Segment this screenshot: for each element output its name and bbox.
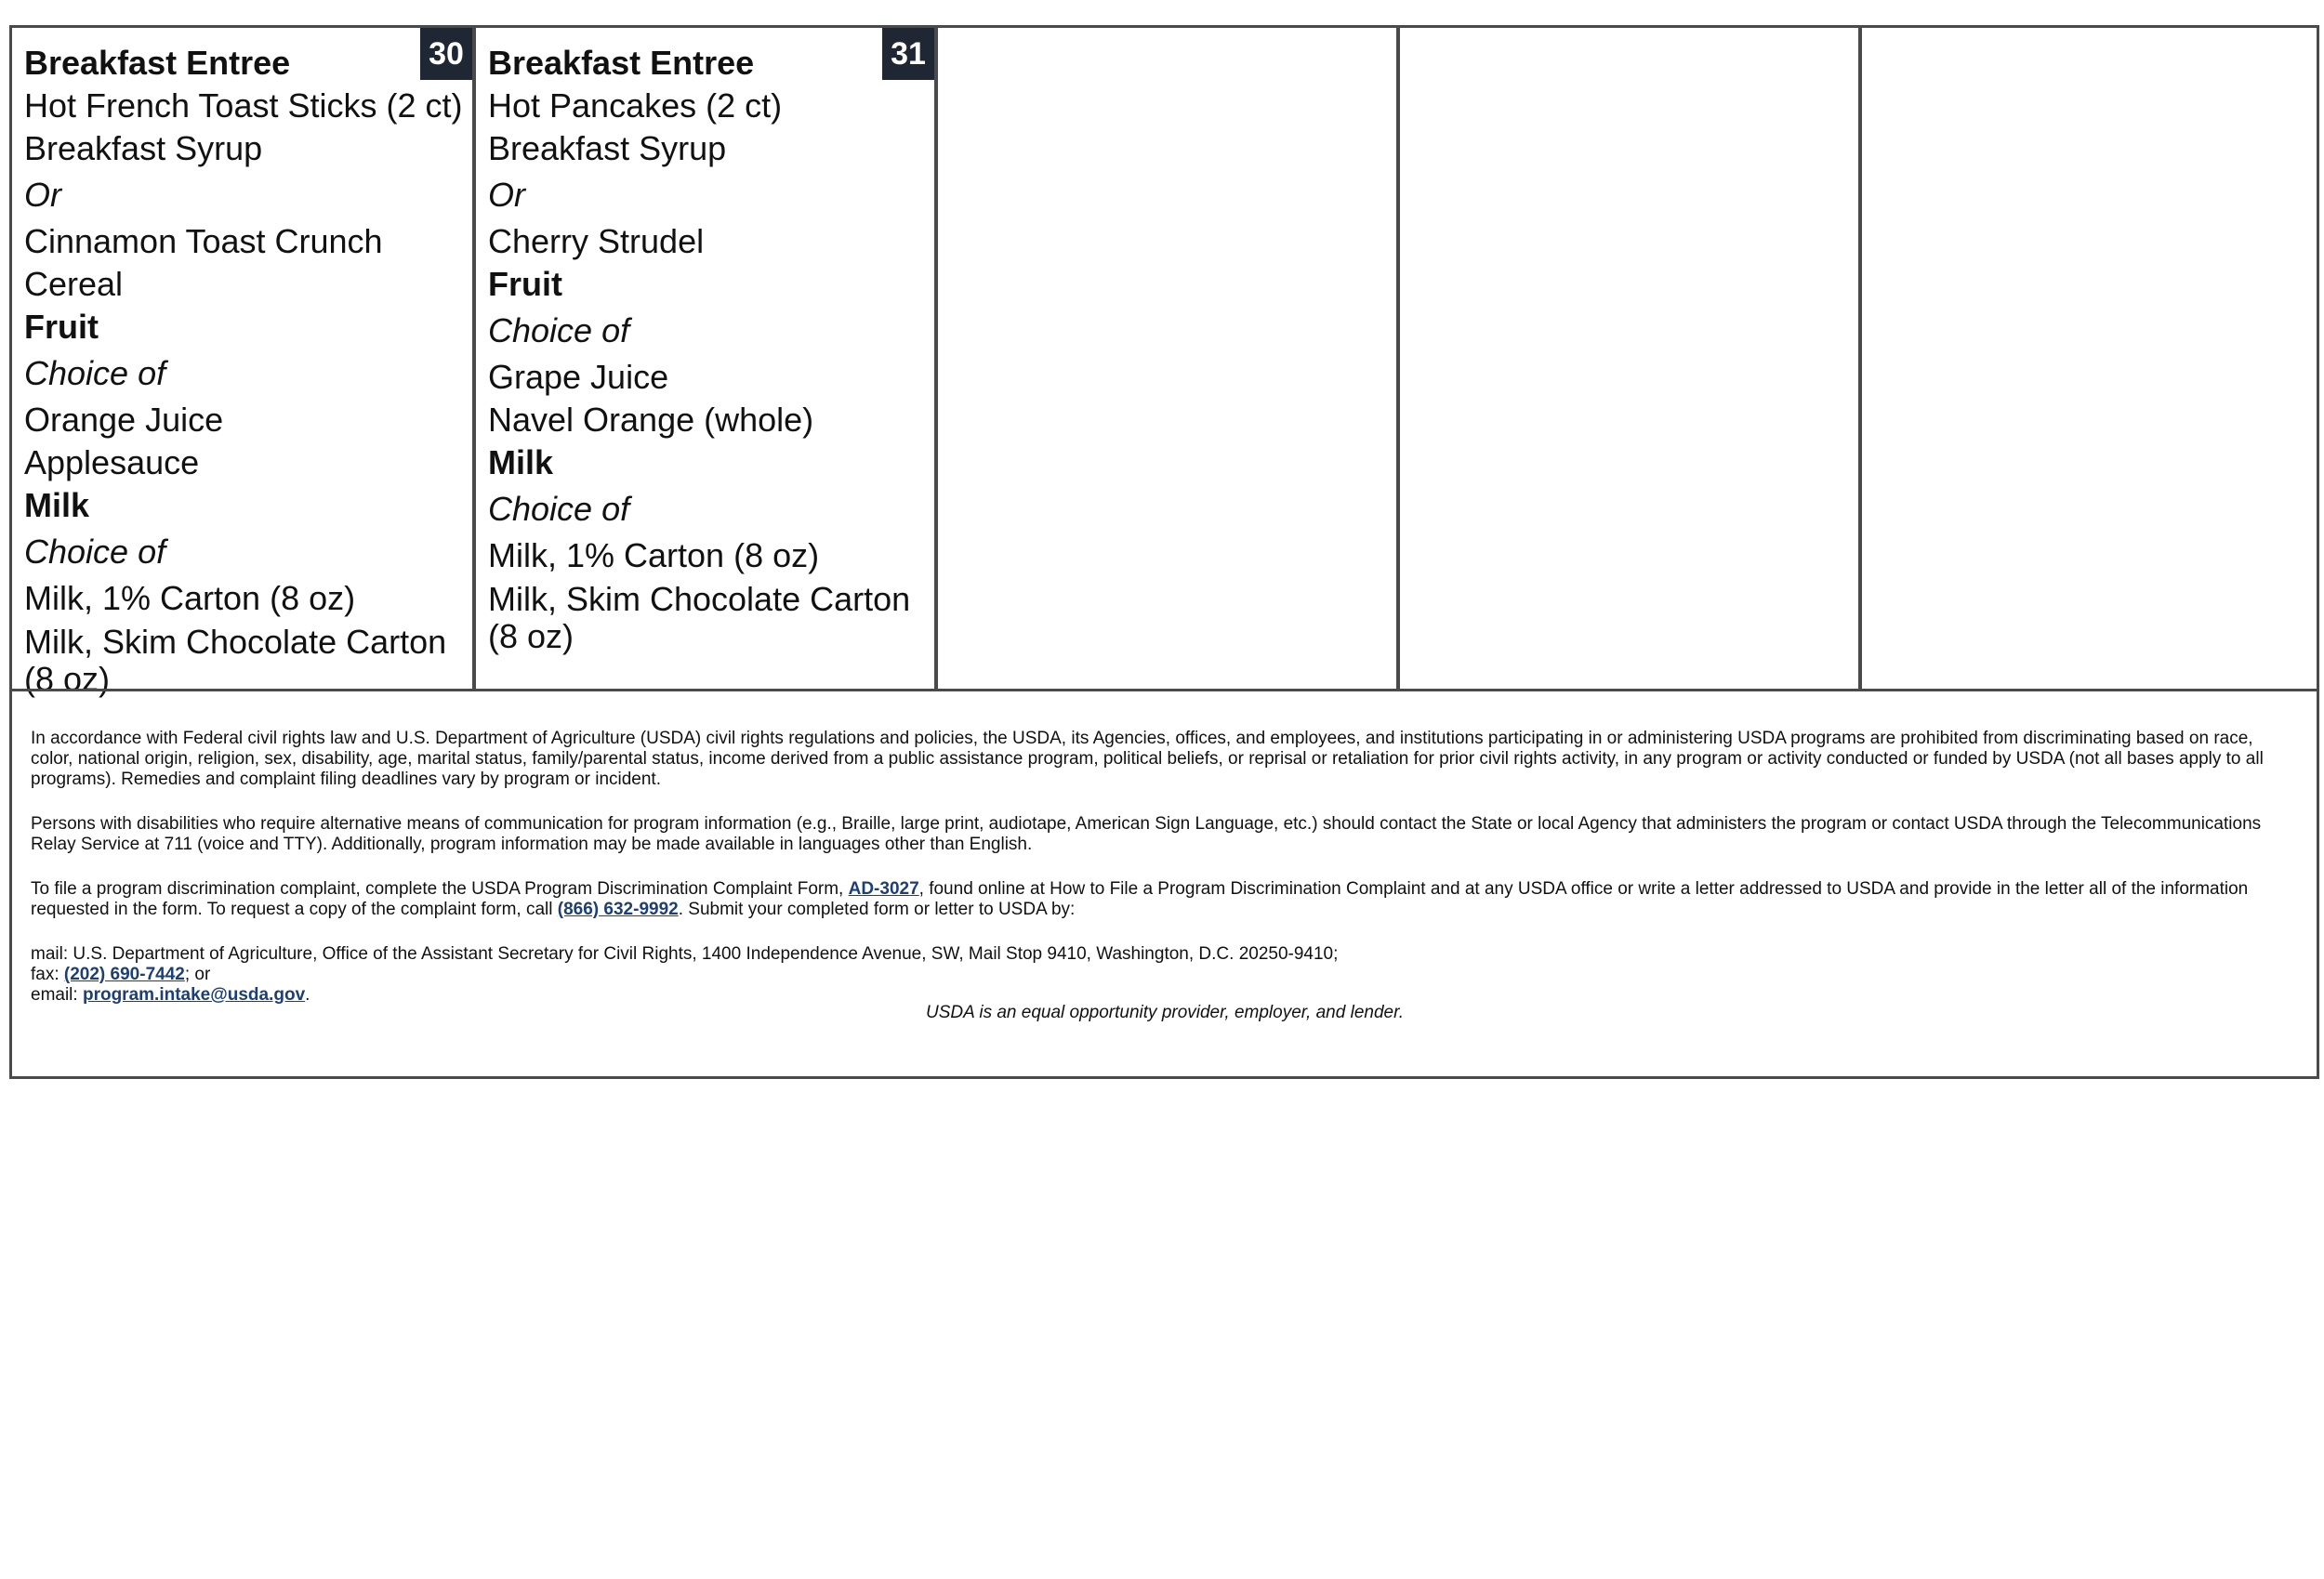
menu-item: Orange Juice <box>24 401 224 439</box>
menu-choice-label: Choice of <box>24 533 166 571</box>
menu-items-list <box>488 42 934 655</box>
menu-category-heading: Milk <box>24 486 90 524</box>
menu-item: Grape Juice <box>488 358 669 396</box>
fax-suffix: ; or <box>184 965 211 984</box>
menu-item: Milk, Skim Chocolate Carton (8 oz) <box>24 623 447 698</box>
ad-3027-form-link[interactable]: AD-3027 <box>848 879 919 899</box>
complaint-text-part1: To file a program discrimination complaint, complete the USDA Program Discrimination Complaint Form, <box>31 879 849 899</box>
menu-items-list <box>24 42 472 698</box>
menu-item: Hot Pancakes (2 ct) <box>488 86 783 125</box>
contact-address-block <box>31 944 2299 1006</box>
menu-category-heading: Breakfast Entree <box>488 44 755 82</box>
mail-address-line: mail: U.S. Department of Agriculture, Office of the Assistant Secretary for Civil Rights, 1400 Independence Avenue, SW, Mail Stop 9410, Washington, D.C. 20250-9410; <box>31 944 1339 964</box>
day-cell <box>12 28 472 698</box>
notice-paragraph-disabilities: Persons with disabilities who require alternative means of communication for program information (e.g., Braille, large print, audiotape, American Sign Language, etc.) should contact the State or local Agency that administers the program or contact USDA through the Telecommunications Relay Service at 711 (voice and TTY). Additionally, program information may be made available in languages other than English. <box>31 814 2262 854</box>
complaint-text-part3: . Submit your completed form or letter to USDA by: <box>678 900 1076 919</box>
menu-choice-label: Or <box>488 176 525 214</box>
fax-number-link[interactable]: (202) 690-7442 <box>63 965 185 984</box>
empty-day-cell <box>1858 28 2317 689</box>
equal-opportunity-statement: USDA is an equal opportunity provider, employer, and lender. <box>925 1003 1404 1022</box>
email-suffix: . <box>305 985 310 1005</box>
menu-item: Milk, 1% Carton (8 oz) <box>24 579 356 617</box>
menu-choice-label: Choice of <box>24 354 166 392</box>
menu-category-heading: Fruit <box>488 265 562 303</box>
day-cell <box>472 28 934 689</box>
date-badge: 31 <box>882 28 934 80</box>
menu-week-row <box>9 25 2319 698</box>
menu-item: Breakfast Syrup <box>24 129 263 167</box>
menu-item: Milk, 1% Carton (8 oz) <box>488 536 820 574</box>
menu-item: Cherry Strudel <box>488 222 705 260</box>
fax-label: fax: <box>31 965 64 984</box>
menu-choice-label: Choice of <box>488 490 630 528</box>
empty-day-cell <box>934 28 1396 689</box>
empty-day-cell <box>1396 28 1858 689</box>
fax-line <box>31 965 2299 985</box>
date-badge: 30 <box>420 28 472 80</box>
menu-category-heading: Milk <box>488 443 554 481</box>
menu-choice-label: Or <box>24 176 61 214</box>
notice-paragraph-civil-rights: In accordance with Federal civil rights law and U.S. Department of Agriculture (USDA) civil rights regulations and policies, the USDA, its Agencies, offices, and employees, and institutions participating in or administering USDA programs are prohibited from discriminating based on race, color, national origin, religion, sex, disability, age, marital status, family/parental status, income derived from a public assistance program, political beliefs, or reprisal or retaliation for prior civil rights activity, in any program or activity conducted or funded by USDA (not all bases apply to all programs). Remedies and complaint filing deadlines vary by program or incident. <box>31 729 2264 789</box>
menu-item: Applesauce <box>24 443 200 481</box>
menu-category-heading: Fruit <box>24 308 99 346</box>
menu-item: Milk, Skim Chocolate Carton (8 oz) <box>488 580 911 655</box>
nondiscrimination-notice <box>9 689 2319 1079</box>
menu-category-heading: Breakfast Entree <box>24 44 291 82</box>
menu-item: Breakfast Syrup <box>488 129 727 167</box>
menu-choice-label: Choice of <box>488 311 630 349</box>
complaint-phone-link[interactable]: (866) 632-9992 <box>557 900 679 919</box>
email-label: email: <box>31 985 83 1005</box>
menu-item: Navel Orange (whole) <box>488 401 814 439</box>
menu-item: Cinnamon Toast Crunch Cereal <box>24 222 383 303</box>
complaint-text-part2: , found online at How to File a Program Discrimination Complaint and at any USDA office or write a letter addressed to USDA and provide in the letter all of the information requested in the form. To request a copy of the complaint form, call <box>31 879 2249 919</box>
notice-paragraph-complaint <box>31 879 2299 920</box>
email-link[interactable]: program.intake@usda.gov <box>82 985 306 1005</box>
menu-item: Hot French Toast Sticks (2 ct) <box>24 86 463 125</box>
